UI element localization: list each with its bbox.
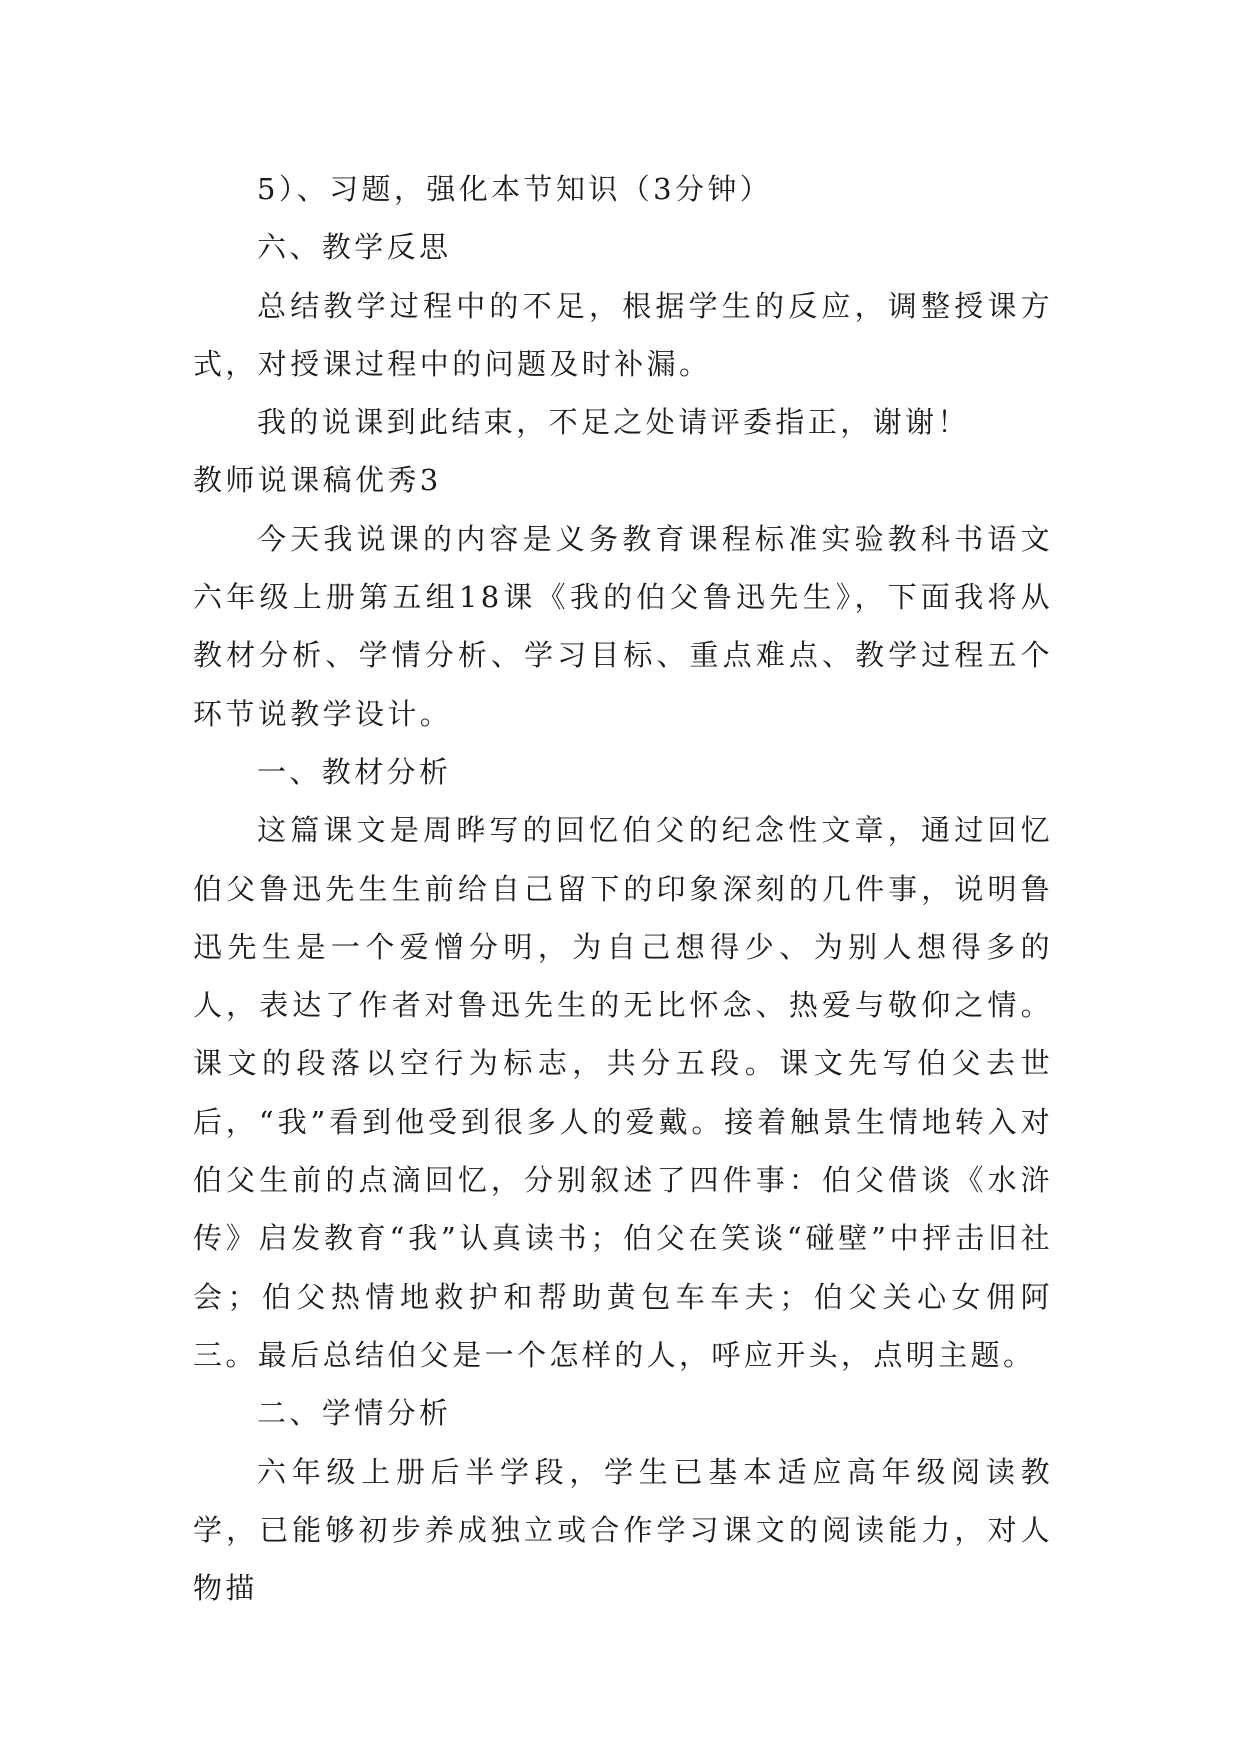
reflection-paragraph: 总结教学过程中的不足，根据学生的反应，调整授课方式，对授课过程中的问题及时补漏。 (193, 288, 1053, 381)
closing-paragraph: 我的说课到此结束，不足之处请评委指正，谢谢！ (257, 405, 970, 440)
document-title: 教师说课稿优秀3 (193, 463, 442, 498)
section-heading-learner-analysis: 二、学情分析 (257, 1396, 452, 1431)
textbook-analysis-paragraph: 这篇课文是周晔写的回忆伯父的纪念性文章，通过回忆伯父鲁迅先生生前给自己留下的印象深刻的几件事，说明鲁迅先生是一个爱憎分明，为自己想得少、为别人想得多的人，表达了作者对鲁迅先生的无比怀念、热爱与敬仰之情。课文的段落以空行为标志，共分五段。课文先写伯父去世后，“我”看到他受到很多人的爱戴。接着触景生情地转入对伯父生前的点滴回忆，分别叙述了四件事：伯父借谈《水浒传》启发教育“我”认真读书；伯父在笑谈“碰壁”中抨击旧社会；伯父热情地救护和帮助黄包车车夫；伯父关心女佣阿三。最后总结伯父是一个怎样的人，呼应开头，点明主题。 (193, 813, 1053, 1372)
learner-analysis-paragraph: 六年级上册后半学段，学生已基本适应高年级阅读教学，已能够初步养成独立或合作学习课文的阅读能力，对人物描 (193, 1454, 1053, 1606)
exercise-step-paragraph: 5）、习题，强化本节知识（3分钟） (257, 172, 773, 206)
document-page (193, 160, 1053, 1617)
section-heading-reflection: 六、教学反思 (257, 230, 452, 265)
section-heading-textbook-analysis: 一、教材分析 (257, 754, 452, 789)
intro-paragraph: 今天我说课的内容是义务教育课程标准实验教科书语文六年级上册第五组18课《我的伯父鲁迅先生》，下面我将从教材分析、学情分析、学习目标、重点难点、教学过程五个环节说教学设计。 (193, 521, 1053, 731)
